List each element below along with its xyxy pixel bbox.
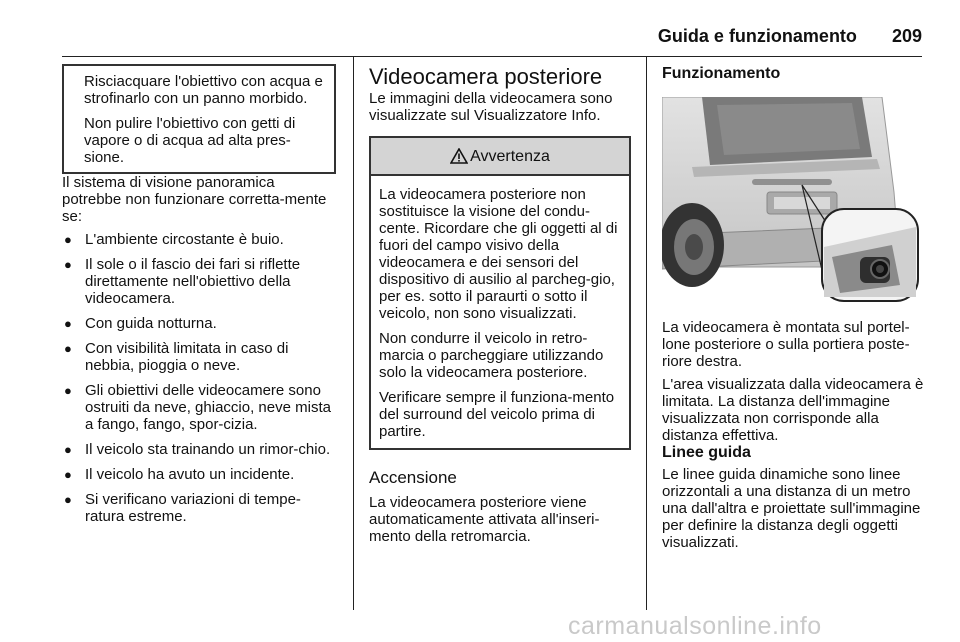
list-item: ● Il veicolo ha avuto un incidente. — [62, 466, 336, 483]
section-intro: Le immagini della videocamera sono visualizzate sul Visualizzatore Info. — [369, 90, 613, 124]
column-divider-right — [646, 57, 647, 610]
cleaning-note-box — [62, 64, 336, 174]
note-paragraph: Non pulire l'obiettivo con getti di vapore o di acqua ad alta pres-sione. — [84, 115, 296, 166]
rear-camera-illustration — [662, 97, 920, 307]
guide-lines-text: Le linee guida dinamiche sono linee orizzontali a una distanza di un metro una dall'altra e proiettate sull'immagine per definire la distanza degli oggetti visualizzati. — [662, 466, 921, 551]
warning-paragraph: Verificare sempre il funziona-mento del surround del veicolo prima di partire. — [379, 389, 615, 440]
warning-triangle-icon — [450, 148, 468, 164]
list-item: ● Con guida notturna. — [62, 315, 336, 332]
column-divider-left — [353, 57, 354, 610]
accensione-title: Accensione — [369, 468, 457, 487]
list-item: ● L'ambiente circostante è buio. — [62, 231, 336, 248]
accensione-text: La videocamera posteriore viene automaticamente attivata all'inseri-mento della retromarcia. — [369, 494, 600, 545]
header-rule — [62, 56, 922, 57]
list-item: ● Il veicolo sta trainando un rimor-chio. — [62, 441, 336, 458]
funzionamento-paragraph: L'area visualizzata dalla videocamera è limitata. La distanza dell'immagine visualizzata non corrisponde alla distanza effettiva. — [662, 376, 924, 444]
list-item: ● Si verificano variazioni di tempe-ratura estreme. — [62, 491, 336, 525]
section-title: Videocamera posteriore — [369, 64, 603, 89]
chapter-title: Guida e funzionamento — [657, 26, 857, 46]
list-item: ● Con visibilità limitata in caso di nebbia, pioggia o neve. — [62, 340, 336, 374]
warning-paragraph: Non condurre il veicolo in retro-marcia o parcheggiare utilizzando solo la videocamera posteriore. — [379, 330, 604, 381]
column-middle — [369, 64, 631, 545]
conditions-intro: Il sistema di visione panoramica potrebbe non funzionare corretta-mente se: — [62, 174, 327, 225]
funzionamento-title: Funzionamento — [662, 65, 781, 82]
list-item: ● Gli obiettivi delle videocamere sono ostruiti da neve, ghiaccio, neve mista a fango, fango, spor-cizia. — [62, 382, 336, 433]
column-left — [62, 64, 336, 533]
note-paragraph: Risciacquare l'obiettivo con acqua e strofinarlo con un panno morbido. — [84, 73, 323, 107]
warning-header — [371, 138, 629, 176]
column-right — [662, 64, 926, 551]
list-item: ● Il sole o il fascio dei fari si riflette direttamente nell'obiettivo della videocamera. — [62, 256, 336, 307]
conditions-list — [62, 231, 336, 525]
page-header — [658, 26, 922, 47]
warning-body — [371, 176, 629, 448]
funzionamento-paragraph: La videocamera è montata sul portel-lone posteriore o sulla portiera poste-riore destra. — [662, 319, 910, 370]
guide-lines-title: Linee guida — [662, 444, 751, 461]
watermark: carmanualsonline.info — [568, 612, 822, 640]
page-number: 209 — [891, 26, 922, 46]
warning-paragraph: La videocamera posteriore non sostituisce la visione del condu-cente. Ricordare che gli oggetti al di fuori del campo visivo della videocamera e dei sensori del dispositivo di ausilio al parcheg-gio, per es. sotto il paraurti o sotto il veicolo, non sono visualizzati. — [379, 186, 618, 322]
warning-title: Avvertenza — [470, 147, 550, 165]
warning-box — [369, 136, 631, 450]
